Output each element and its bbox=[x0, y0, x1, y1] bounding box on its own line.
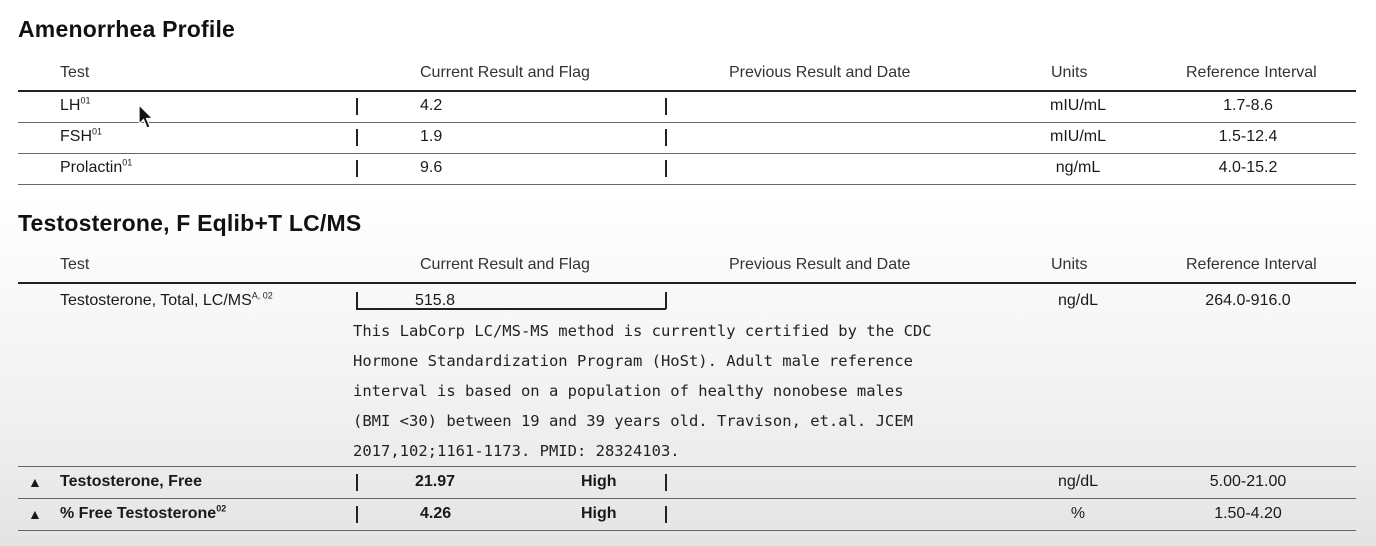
result-box-underline bbox=[356, 308, 666, 310]
test-name: Prolactin$^{01}$ bbox=[60, 157, 133, 176]
units-value: ng/dL bbox=[1057, 292, 1099, 309]
column-separator bbox=[665, 506, 667, 523]
test-name: % Free Testosterone$^{02}$ bbox=[60, 503, 227, 522]
result-value: 21.97 bbox=[415, 473, 456, 490]
header-reference: Reference Interval bbox=[1186, 256, 1317, 273]
header-previous-result: Previous Result and Date bbox=[729, 64, 911, 81]
mouse-cursor-icon bbox=[138, 104, 154, 130]
reference-value: 5.00-21.00 bbox=[1209, 473, 1287, 490]
header-reference: Reference Interval bbox=[1186, 64, 1317, 81]
column-separator bbox=[356, 160, 358, 177]
column-separator bbox=[356, 98, 358, 115]
result-value: 4.2 bbox=[420, 97, 443, 114]
result-value: 515.8 bbox=[415, 292, 456, 309]
column-separator bbox=[356, 292, 358, 309]
test-name: FSH$^{01}$ bbox=[60, 126, 103, 145]
table-row bbox=[18, 123, 1356, 154]
header-current-result: Current Result and Flag bbox=[420, 256, 590, 273]
section-title-amenorrhea: Amenorrhea Profile bbox=[18, 16, 236, 42]
header-units: Units bbox=[1051, 64, 1088, 81]
result-value: 1.9 bbox=[420, 128, 443, 145]
reference-value: 1.5-12.4 bbox=[1218, 128, 1278, 145]
test-name: Testosterone, Free bbox=[60, 473, 202, 490]
reference-value: 1.50-4.20 bbox=[1214, 505, 1282, 522]
result-value: 9.6 bbox=[420, 159, 443, 176]
flag-value: High bbox=[581, 473, 617, 490]
header-test: Test bbox=[60, 64, 90, 81]
units-value: ng/mL bbox=[1055, 159, 1101, 176]
header-test: Test bbox=[60, 256, 90, 273]
test-name: Testosterone, Total, $LC/MS^{A, 02}$ bbox=[60, 290, 273, 309]
header-previous-result: Previous Result and Date bbox=[729, 256, 911, 273]
section-title-testosterone: Testosterone, F Eqlib+T LC/MS bbox=[18, 210, 362, 236]
column-separator bbox=[356, 474, 358, 491]
high-flag-triangle-icon: ▲ bbox=[28, 474, 42, 490]
column-separator bbox=[356, 129, 358, 146]
units-value: % bbox=[1070, 505, 1086, 522]
reference-value: 4.0-15.2 bbox=[1218, 159, 1278, 176]
units-value: mIU/mL bbox=[1050, 97, 1106, 114]
high-flag-triangle-icon: ▲ bbox=[28, 506, 42, 522]
header-units: Units bbox=[1051, 256, 1088, 273]
table-header bbox=[18, 60, 1356, 92]
result-value: 4.26 bbox=[420, 505, 452, 522]
header-current-result: Current Result and Flag bbox=[420, 64, 590, 81]
units-value: mIU/mL bbox=[1050, 128, 1106, 145]
table-header bbox=[18, 252, 1356, 284]
test-name: LH$^{01}$ bbox=[60, 95, 91, 114]
column-separator bbox=[665, 474, 667, 491]
column-separator bbox=[665, 292, 667, 309]
column-separator bbox=[665, 98, 667, 115]
column-separator bbox=[356, 506, 358, 523]
table-row bbox=[18, 467, 1356, 499]
table-row bbox=[18, 92, 1356, 123]
column-separator bbox=[665, 160, 667, 177]
method-note: This LabCorp LC/MS-MS method is currently certified by the CDC Hormone Standardization Program (HoSt). Adult male reference interval is based on a population of healthy nonobese males (BMI <30) between 19 and 39 years old. Travison, et.al. JCEM 2017,102;1161-1173. PMID: 28324103. bbox=[353, 322, 932, 460]
column-separator bbox=[665, 129, 667, 146]
units-value: ng/dL bbox=[1057, 473, 1099, 490]
table-row bbox=[18, 154, 1356, 185]
reference-value: 1.7-8.6 bbox=[1223, 97, 1273, 114]
reference-value: 264.0-916.0 bbox=[1205, 292, 1291, 309]
flag-value: High bbox=[581, 505, 617, 522]
table-row bbox=[18, 499, 1356, 531]
